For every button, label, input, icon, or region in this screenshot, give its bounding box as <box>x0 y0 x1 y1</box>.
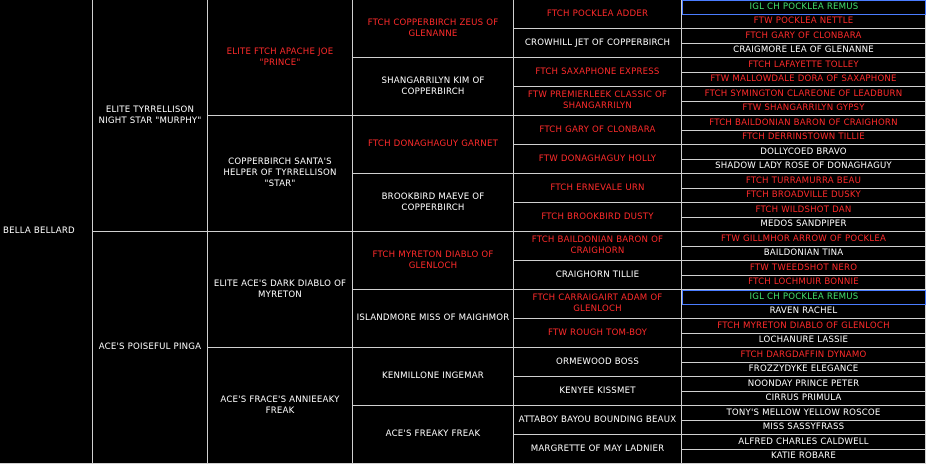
dog-name: FTW POCKLEA NETTLE <box>753 16 854 27</box>
dog-name: FTCH DARGDAFFIN DYNAMO <box>740 349 867 360</box>
pedigree-cell-gen5[interactable] <box>514 203 682 232</box>
dog-name: COPPERBIRCH SANTA'S HELPER OF TYRRELLISON "STAR" <box>223 157 337 189</box>
pedigree-cell-gen3[interactable] <box>208 116 353 232</box>
pedigree-cell-gen6[interactable] <box>682 0 926 15</box>
dog-name: FTW ROUGH TOM-BOY <box>547 327 648 338</box>
pedigree-cell-gen4[interactable] <box>353 116 514 174</box>
pedigree-cell-gen6[interactable] <box>682 435 926 450</box>
dog-name: FTCH SYMINGTON CLAREONE OF LEADBURN <box>704 88 903 99</box>
pedigree-cell-gen6[interactable] <box>682 247 926 261</box>
dog-name: ISLANDMORE MISS OF MAIGHMOR <box>356 313 510 324</box>
dog-name: FTCH SAXAPHONE EXPRESS <box>535 66 660 77</box>
pedigree-cell-gen4[interactable] <box>353 290 514 348</box>
dog-name: FTCH LOCHMUIR BONNIE <box>748 277 859 288</box>
dog-name: FTCH BROOKBIRD DUSTY <box>541 211 654 222</box>
dog-name: ELITE FTCH APACHE JOE "PRINCE" <box>226 46 334 68</box>
pedigree-cell-gen5[interactable] <box>514 116 682 145</box>
pedigree-cell-gen6[interactable] <box>682 29 926 44</box>
dog-name: FTCH GARY OF CLONBARA <box>539 124 656 135</box>
pedigree-cell-gen6[interactable] <box>682 348 926 363</box>
dog-name: FTW TWEEDSHOT NERO <box>749 262 858 273</box>
pedigree-cell-gen3[interactable] <box>208 232 353 348</box>
dog-name: FTCH MYRETON DIABLO OF GLENLOCH <box>372 249 494 271</box>
pedigree-cell-gen5[interactable] <box>514 0 682 29</box>
dog-name: TONY'S MELLOW YELLOW ROSCOE <box>726 407 881 418</box>
dog-name: FTCH DERRINSTOWN TILLIE <box>742 132 865 143</box>
dog-name: MISS SASSYFRASS <box>762 422 845 433</box>
pedigree-cell-gen5[interactable] <box>514 435 682 464</box>
dog-name: FTCH LAFAYETTE TOLLEY <box>748 59 859 70</box>
dog-name: FTCH BAILDONIAN BARON OF CRAIGHORN <box>709 117 898 128</box>
pedigree-cell-gen5[interactable] <box>514 145 682 174</box>
pedigree-cell-gen3[interactable] <box>208 0 353 116</box>
pedigree-cell-gen6[interactable] <box>682 174 926 189</box>
dog-name: FTW SHANGARRILYN GYPSY <box>742 103 865 114</box>
pedigree-cell-gen5[interactable] <box>514 29 682 58</box>
pedigree-cell-gen4[interactable] <box>353 406 514 464</box>
dog-name: BROOKBIRD MAEVE OF COPPERBIRCH <box>381 191 485 213</box>
dog-name: CRAIGMORE LEA OF GLENANNE <box>733 45 874 56</box>
pedigree-cell-gen5[interactable] <box>514 377 682 406</box>
dog-name: SHADOW LADY ROSE OF DONAGHAGUY <box>715 161 892 172</box>
dog-name: LOCHANURE LASSIE <box>758 335 849 346</box>
pedigree-cell-gen2[interactable] <box>93 232 208 464</box>
dog-name: CROWHILL JET OF COPPERBIRCH <box>524 37 671 48</box>
dog-name: FTCH WILDSHOT DAN <box>755 204 852 215</box>
dog-name: FTW GILLMHOR ARROW OF POCKLEA <box>720 233 887 244</box>
pedigree-cell-gen6[interactable] <box>682 116 926 131</box>
pedigree-cell-gen3[interactable] <box>208 348 353 464</box>
dog-name: KENMILLONE INGEMAR <box>382 371 484 382</box>
pedigree-cell-gen6[interactable] <box>682 232 926 247</box>
dog-name: FTCH POCKLEA ADDER <box>546 8 649 19</box>
pedigree-cell-gen5[interactable] <box>514 348 682 377</box>
dog-name: FTCH GARY OF CLONBARA <box>745 30 862 41</box>
pedigree-cell-gen6[interactable] <box>682 319 926 334</box>
dog-name: KATIE ROBARE <box>771 451 836 462</box>
dog-name: ACE'S POISEFUL PINGA <box>98 342 202 353</box>
pedigree-cell-gen6[interactable] <box>682 421 926 435</box>
dog-name: MARGRETTE OF MAY LADNIER <box>530 443 665 454</box>
pedigree-cell-gen4[interactable] <box>353 232 514 290</box>
pedigree-cell-gen6[interactable] <box>682 276 926 290</box>
dog-name: KENYEE KISSMET <box>559 385 636 396</box>
dog-name: FTCH CARRAIGAIRT ADAM OF GLENLOCH <box>532 293 663 314</box>
dog-name: FTW MALLOWDALE DORA OF SAXAPHONE <box>710 74 897 85</box>
pedigree-cell-gen6[interactable] <box>682 377 926 392</box>
pedigree-cell-gen6[interactable] <box>682 15 926 29</box>
dog-name: BAILDONIAN TINA <box>763 248 844 259</box>
dog-name: ELITE TYRRELLISON NIGHT STAR "MURPHY" <box>98 104 202 126</box>
pedigree-cell-gen6[interactable] <box>682 189 926 203</box>
pedigree-cell-gen6[interactable] <box>682 44 926 58</box>
dog-name: ALFRED CHARLES CALDWELL <box>738 436 869 447</box>
dog-name: FTW DONAGHAGUY HOLLY <box>538 153 657 164</box>
pedigree-cell-gen1[interactable] <box>0 0 93 464</box>
dog-name: FROZZYDYKE ELEGANCE <box>748 364 859 375</box>
dog-name: FTCH DONAGHAGUY GARNET <box>367 139 499 150</box>
dog-name: ORMEWOOD BOSS <box>556 356 639 367</box>
dog-name: FTCH COPPERBIRCH ZEUS OF GLENANNE <box>367 17 499 39</box>
pedigree-cell-gen6[interactable] <box>682 363 926 377</box>
dog-name: RAVEN RACHEL <box>769 306 838 317</box>
dog-name: ATTABOY BAYOU BOUNDING BEAUX <box>518 414 677 425</box>
dog-name: DOLLYCOED BRAVO <box>760 146 847 157</box>
pedigree-cell-gen5[interactable] <box>514 174 682 203</box>
pedigree-cell-gen6[interactable] <box>682 58 926 73</box>
dog-name: CIRRUS PRIMULA <box>765 393 842 404</box>
pedigree-cell-gen6[interactable] <box>682 73 926 87</box>
pedigree-cell-gen6[interactable] <box>682 160 926 174</box>
dog-name: ACE'S FREAKY FREAK <box>385 429 481 440</box>
pedigree-cell-gen6[interactable] <box>682 392 926 406</box>
pedigree-cell-gen5[interactable] <box>514 290 682 319</box>
pedigree-cell-gen4[interactable] <box>353 348 514 406</box>
pedigree-cell-gen6[interactable] <box>682 305 926 319</box>
dog-name: ELITE ACE'S DARK DIABLO OF MYRETON <box>213 278 347 300</box>
pedigree-cell-gen5[interactable] <box>514 319 682 348</box>
pedigree-cell-gen4[interactable] <box>353 174 514 232</box>
dog-name: FTCH TURRAMURRA BEAU <box>745 175 862 186</box>
dog-name: ACE'S FRACE'S ANNIEEAKY FREAK <box>220 394 340 416</box>
dog-name: IGL CH POCKLEA REMUS <box>749 2 859 13</box>
pedigree-cell-gen6[interactable] <box>682 450 926 464</box>
pedigree-cell-gen4[interactable] <box>353 0 514 58</box>
dog-name: MEDOS SANDPIPER <box>760 219 847 230</box>
pedigree-cell-gen5[interactable] <box>514 406 682 435</box>
dog-name: CRAIGHORN TILLIE <box>555 269 640 280</box>
dog-name: SHANGARRILYN KIM OF COPPERBIRCH <box>381 75 485 97</box>
dog-name: FTCH ERNEVALE URN <box>550 182 645 193</box>
dog-name: NOONDAY PRINCE PETER <box>747 378 860 389</box>
dog-name: FTCH MYRETON DIABLO OF GLENLOCH <box>717 320 890 331</box>
dog-name: IGL CH POCKLEA REMUS <box>749 292 859 303</box>
pedigree-cell-gen2[interactable] <box>93 0 208 232</box>
pedigree-cell-gen5[interactable] <box>514 87 682 116</box>
pedigree-cell-gen6[interactable] <box>682 131 926 145</box>
pedigree-cell-gen6[interactable] <box>682 406 926 421</box>
pedigree-cell-gen6[interactable] <box>682 145 926 160</box>
pedigree-cell-gen5[interactable] <box>514 232 682 261</box>
pedigree-cell-gen6[interactable] <box>682 203 926 218</box>
pedigree-cell-gen5[interactable] <box>514 261 682 290</box>
pedigree-cell-gen6[interactable] <box>682 87 926 102</box>
dog-name: FTCH BROADVILLE DUSKY <box>746 190 861 201</box>
pedigree-cell-gen6[interactable] <box>682 261 926 276</box>
dog-name: FTW PREMIERLEEK CLASSIC OF SHANGARRILYN <box>527 90 668 111</box>
dog-name: BELLA BELLARD <box>3 226 75 237</box>
pedigree-cell-gen6[interactable] <box>682 102 926 116</box>
dog-name: FTCH BAILDONIAN BARON OF CRAIGHORN <box>531 235 664 256</box>
pedigree-cell-gen4[interactable] <box>353 58 514 116</box>
pedigree-cell-gen6[interactable] <box>682 334 926 348</box>
pedigree-cell-gen5[interactable] <box>514 58 682 87</box>
pedigree-cell-gen6[interactable] <box>682 218 926 232</box>
pedigree-cell-gen6[interactable] <box>682 290 926 305</box>
